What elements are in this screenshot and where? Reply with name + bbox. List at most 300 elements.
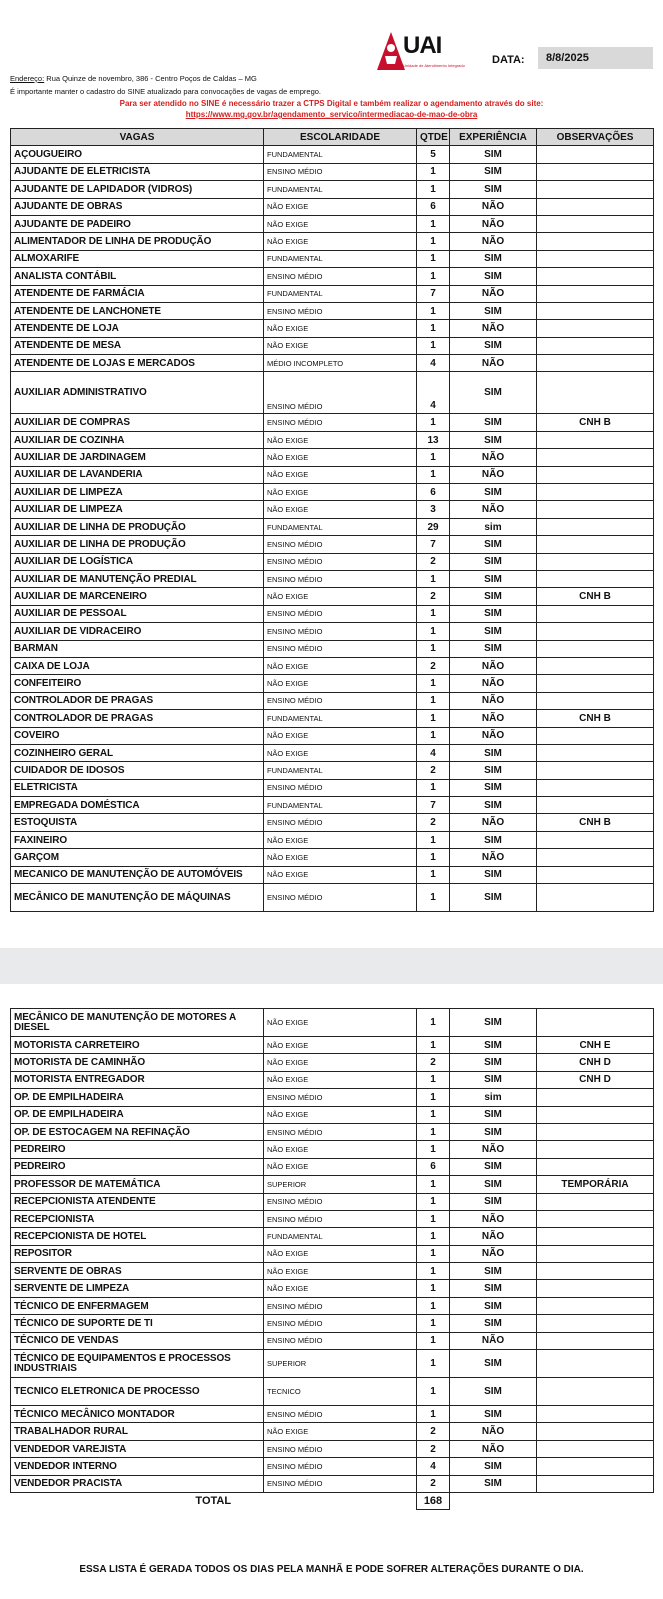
job-title-cell: MOTORISTA DE CAMINHÃO bbox=[11, 1054, 264, 1071]
quantity-cell: 2 bbox=[417, 814, 450, 831]
observations-cell bbox=[537, 605, 654, 622]
education-cell: NÃO EXIGE bbox=[264, 1280, 417, 1297]
observations-cell bbox=[537, 518, 654, 535]
education-cell: NÃO EXIGE bbox=[264, 657, 417, 674]
observations-cell bbox=[537, 1406, 654, 1423]
table-row bbox=[11, 302, 654, 319]
table-row bbox=[11, 1071, 654, 1088]
quantity-cell: 2 bbox=[417, 762, 450, 779]
education-cell: NÃO EXIGE bbox=[264, 675, 417, 692]
job-title-cell: RECEPCIONISTA DE HOTEL bbox=[11, 1228, 264, 1245]
date-value: 8/8/2025 bbox=[538, 47, 653, 69]
quantity-cell: 1 bbox=[417, 449, 450, 466]
experience-cell: NÃO bbox=[450, 727, 537, 744]
job-title-cell: MECÂNICO DE MANUTENÇÃO DE MÁQUINAS bbox=[11, 884, 264, 912]
experience-cell: SIM bbox=[450, 484, 537, 501]
table-row bbox=[11, 1280, 654, 1297]
job-title-cell: BARMAN bbox=[11, 640, 264, 657]
table-row bbox=[11, 657, 654, 674]
job-title-cell: TÉCNICO DE EQUIPAMENTOS E PROCESSOS INDUSTRIAIS bbox=[11, 1350, 264, 1378]
education-cell: NÃO EXIGE bbox=[264, 1106, 417, 1123]
quantity-cell: 1 bbox=[417, 1378, 450, 1406]
quantity-cell: 1 bbox=[417, 466, 450, 483]
table-row bbox=[11, 849, 654, 866]
observations-cell bbox=[537, 1297, 654, 1314]
appointment-link[interactable]: https://www.mg.gov.br/agendamento_servico/intermediacao-de-mao-de-obra bbox=[185, 110, 478, 119]
table-row bbox=[11, 536, 654, 553]
table-row bbox=[11, 692, 654, 709]
job-title-cell: ATENDENTE DE FARMÁCIA bbox=[11, 285, 264, 302]
quantity-cell: 2 bbox=[417, 553, 450, 570]
job-title-cell: PEDREIRO bbox=[11, 1158, 264, 1175]
table-row bbox=[11, 1123, 654, 1140]
table-row bbox=[11, 762, 654, 779]
observations-cell bbox=[537, 570, 654, 587]
observations-cell bbox=[537, 1440, 654, 1457]
job-title-cell: TÉCNICO DE SUPORTE DE TI bbox=[11, 1315, 264, 1332]
table-row bbox=[11, 484, 654, 501]
table-row bbox=[11, 1263, 654, 1280]
experience-cell: SIM bbox=[450, 163, 537, 180]
table-row bbox=[11, 623, 654, 640]
job-title-cell: OP. DE EMPILHADEIRA bbox=[11, 1106, 264, 1123]
observations-cell bbox=[537, 623, 654, 640]
education-cell: NÃO EXIGE bbox=[264, 466, 417, 483]
job-title-cell: VENDEDOR VAREJISTA bbox=[11, 1440, 264, 1457]
education-cell: FUNDAMENTAL bbox=[264, 146, 417, 163]
education-cell: NÃO EXIGE bbox=[264, 831, 417, 848]
education-cell: NÃO EXIGE bbox=[264, 1009, 417, 1037]
education-cell: NÃO EXIGE bbox=[264, 431, 417, 448]
job-title-cell: PEDREIRO bbox=[11, 1141, 264, 1158]
observations-cell bbox=[537, 1245, 654, 1262]
quantity-cell: 1 bbox=[417, 1297, 450, 1314]
job-title-cell: CONTROLADOR DE PRAGAS bbox=[11, 710, 264, 727]
job-title-cell: AUXILIAR DE MANUTENÇÃO PREDIAL bbox=[11, 570, 264, 587]
table-row bbox=[11, 1054, 654, 1071]
job-title-cell: ANALISTA CONTÁBIL bbox=[11, 268, 264, 285]
observations-cell bbox=[537, 431, 654, 448]
job-title-cell: ATENDENTE DE MESA bbox=[11, 337, 264, 354]
quantity-cell: 1 bbox=[417, 1280, 450, 1297]
job-title-cell: AJUDANTE DE LAPIDADOR (VIDROS) bbox=[11, 181, 264, 198]
education-cell: ENSINO MÉDIO bbox=[264, 1315, 417, 1332]
col-vagas: VAGAS bbox=[11, 129, 264, 146]
table-row bbox=[11, 466, 654, 483]
experience-cell: SIM bbox=[450, 884, 537, 912]
education-cell: ENSINO MÉDIO bbox=[264, 1440, 417, 1457]
experience-cell: SIM bbox=[450, 1123, 537, 1140]
job-title-cell: ALMOXARIFE bbox=[11, 250, 264, 267]
quantity-cell: 4 bbox=[417, 355, 450, 372]
education-cell: NÃO EXIGE bbox=[264, 233, 417, 250]
experience-cell: SIM bbox=[450, 1193, 537, 1210]
experience-cell: SIM bbox=[450, 866, 537, 883]
table-row bbox=[11, 163, 654, 180]
education-cell: NÃO EXIGE bbox=[264, 744, 417, 761]
job-title-cell: VENDEDOR INTERNO bbox=[11, 1458, 264, 1475]
observations-cell: CNH B bbox=[537, 414, 654, 431]
observations-cell bbox=[537, 449, 654, 466]
education-cell: NÃO EXIGE bbox=[264, 215, 417, 232]
table-row bbox=[11, 1332, 654, 1349]
table-row bbox=[11, 553, 654, 570]
observations-cell bbox=[537, 797, 654, 814]
experience-cell: SIM bbox=[450, 831, 537, 848]
document-page-2 bbox=[10, 1008, 653, 1593]
experience-cell: SIM bbox=[450, 779, 537, 796]
observations-cell bbox=[537, 1210, 654, 1227]
job-title-cell: CUIDADOR DE IDOSOS bbox=[11, 762, 264, 779]
education-cell: ENSINO MÉDIO bbox=[264, 553, 417, 570]
job-title-cell: GARÇOM bbox=[11, 849, 264, 866]
job-title-cell: TÉCNICO DE VENDAS bbox=[11, 1332, 264, 1349]
quantity-cell: 4 bbox=[417, 1458, 450, 1475]
education-cell: NÃO EXIGE bbox=[264, 198, 417, 215]
quantity-cell: 7 bbox=[417, 285, 450, 302]
observations-cell bbox=[537, 1350, 654, 1378]
experience-cell: NÃO bbox=[450, 1332, 537, 1349]
table-row bbox=[11, 1158, 654, 1175]
education-cell: ENSINO MÉDIO bbox=[264, 1475, 417, 1492]
quantity-cell: 1 bbox=[417, 1106, 450, 1123]
job-title-cell: AUXILIAR DE MARCENEIRO bbox=[11, 588, 264, 605]
job-title-cell: OP. DE ESTOCAGEM NA REFINAÇÃO bbox=[11, 1123, 264, 1140]
experience-cell: NÃO bbox=[450, 1228, 537, 1245]
experience-cell: SIM bbox=[450, 1475, 537, 1492]
observations-cell bbox=[537, 1423, 654, 1440]
job-title-cell: COZINHEIRO GERAL bbox=[11, 744, 264, 761]
observations-cell bbox=[537, 536, 654, 553]
education-cell: NÃO EXIGE bbox=[264, 1263, 417, 1280]
education-cell: SUPERIOR bbox=[264, 1176, 417, 1193]
quantity-cell: 1 bbox=[417, 779, 450, 796]
experience-cell: SIM bbox=[450, 640, 537, 657]
table-header-row bbox=[11, 129, 654, 146]
job-title-cell: AUXILIAR DE LAVANDERIA bbox=[11, 466, 264, 483]
experience-cell: SIM bbox=[450, 570, 537, 587]
observations-cell bbox=[537, 1009, 654, 1037]
quantity-cell: 1 bbox=[417, 181, 450, 198]
observations-cell bbox=[537, 1263, 654, 1280]
observations-cell bbox=[537, 320, 654, 337]
table-row bbox=[11, 285, 654, 302]
experience-cell: sim bbox=[450, 1089, 537, 1106]
experience-cell: SIM bbox=[450, 1406, 537, 1423]
observations-cell: CNH D bbox=[537, 1054, 654, 1071]
job-title-cell: TRABALHADOR RURAL bbox=[11, 1423, 264, 1440]
education-cell: ENSINO MÉDIO bbox=[264, 1193, 417, 1210]
quantity-cell: 1 bbox=[417, 268, 450, 285]
observations-cell: CNH B bbox=[537, 814, 654, 831]
quantity-cell: 2 bbox=[417, 1054, 450, 1071]
experience-cell: SIM bbox=[450, 588, 537, 605]
table-row bbox=[11, 588, 654, 605]
job-title-cell: ATENDENTE DE LOJAS E MERCADOS bbox=[11, 355, 264, 372]
education-cell: ENSINO MÉDIO bbox=[264, 1210, 417, 1227]
observations-cell: CNH D bbox=[537, 1071, 654, 1088]
job-title-cell: OP. DE EMPILHADEIRA bbox=[11, 1089, 264, 1106]
education-cell: ENSINO MÉDIO bbox=[264, 1406, 417, 1423]
experience-cell: SIM bbox=[450, 337, 537, 354]
quantity-cell: 4 bbox=[417, 372, 450, 414]
education-cell: ENSINO MÉDIO bbox=[264, 570, 417, 587]
quantity-cell: 4 bbox=[417, 744, 450, 761]
job-title-cell: AUXILIAR DE JARDINAGEM bbox=[11, 449, 264, 466]
experience-cell: NÃO bbox=[450, 449, 537, 466]
observations-cell bbox=[537, 355, 654, 372]
observations-cell bbox=[537, 1332, 654, 1349]
experience-cell: NÃO bbox=[450, 1210, 537, 1227]
document-page-1 bbox=[10, 30, 653, 940]
experience-cell: SIM bbox=[450, 1263, 537, 1280]
experience-cell: SIM bbox=[450, 1071, 537, 1088]
observations-cell bbox=[537, 1158, 654, 1175]
job-title-cell: AUXILIAR DE LINHA DE PRODUÇÃO bbox=[11, 518, 264, 535]
table-row bbox=[11, 414, 654, 431]
date-label: DATA: bbox=[492, 54, 525, 66]
table-row bbox=[11, 215, 654, 232]
col-escolaridade: ESCOLARIDADE bbox=[264, 129, 417, 146]
experience-cell: NÃO bbox=[450, 215, 537, 232]
job-title-cell: TÉCNICO DE ENFERMAGEM bbox=[11, 1297, 264, 1314]
experience-cell: SIM bbox=[450, 372, 537, 414]
observations-cell bbox=[537, 302, 654, 319]
table-row bbox=[11, 744, 654, 761]
quantity-cell: 1 bbox=[417, 884, 450, 912]
quantity-cell: 2 bbox=[417, 1423, 450, 1440]
footer-note: ESSA LISTA É GERADA TODOS OS DIAS PELA MANHÃ E PODE SOFRER ALTERAÇÕES DURANTE O DIA. bbox=[79, 1564, 584, 1575]
education-cell: SUPERIOR bbox=[264, 1350, 417, 1378]
total-empty bbox=[450, 1492, 537, 1509]
table-row bbox=[11, 1228, 654, 1245]
education-cell: FUNDAMENTAL bbox=[264, 181, 417, 198]
education-cell: NÃO EXIGE bbox=[264, 1054, 417, 1071]
education-cell: FUNDAMENTAL bbox=[264, 797, 417, 814]
table-row bbox=[11, 605, 654, 622]
experience-cell: SIM bbox=[450, 302, 537, 319]
observations-cell bbox=[537, 1089, 654, 1106]
job-title-cell: SERVENTE DE OBRAS bbox=[11, 1263, 264, 1280]
experience-cell: NÃO bbox=[450, 849, 537, 866]
education-cell: NÃO EXIGE bbox=[264, 849, 417, 866]
job-title-cell: SERVENTE DE LIMPEZA bbox=[11, 1280, 264, 1297]
job-title-cell: AUXILIAR DE LIMPEZA bbox=[11, 484, 264, 501]
experience-cell: SIM bbox=[450, 1458, 537, 1475]
job-title-cell: ALIMENTADOR DE LINHA DE PRODUÇÃO bbox=[11, 233, 264, 250]
observations-cell bbox=[537, 285, 654, 302]
observations-cell bbox=[537, 1475, 654, 1492]
logo-text: UAI bbox=[403, 32, 442, 59]
quantity-cell: 1 bbox=[417, 250, 450, 267]
quantity-cell: 1 bbox=[417, 710, 450, 727]
observations-cell bbox=[537, 831, 654, 848]
experience-cell: NÃO bbox=[450, 1245, 537, 1262]
observations-cell bbox=[537, 849, 654, 866]
table-body-page-2 bbox=[11, 1009, 654, 1493]
table-row bbox=[11, 518, 654, 535]
observations-cell: CNH B bbox=[537, 588, 654, 605]
quantity-cell: 1 bbox=[417, 623, 450, 640]
quantity-cell: 1 bbox=[417, 1037, 450, 1054]
quantity-cell: 1 bbox=[417, 1009, 450, 1037]
observations-cell bbox=[537, 779, 654, 796]
table-row bbox=[11, 710, 654, 727]
job-title-cell: CONFEITEIRO bbox=[11, 675, 264, 692]
table-row bbox=[11, 640, 654, 657]
table-row bbox=[11, 884, 654, 912]
observations-cell bbox=[537, 866, 654, 883]
table-row bbox=[11, 1406, 654, 1423]
table-body-page-1 bbox=[11, 146, 654, 912]
experience-cell: NÃO bbox=[450, 501, 537, 518]
quantity-cell: 1 bbox=[417, 320, 450, 337]
education-cell: ENSINO MÉDIO bbox=[264, 302, 417, 319]
jobs-table-page-1 bbox=[10, 128, 654, 912]
table-row bbox=[11, 1378, 654, 1406]
education-cell: NÃO EXIGE bbox=[264, 484, 417, 501]
quantity-cell: 6 bbox=[417, 1158, 450, 1175]
education-cell: ENSINO MÉDIO bbox=[264, 1332, 417, 1349]
job-title-cell: RECEPCIONISTA ATENDENTE bbox=[11, 1193, 264, 1210]
quantity-cell: 29 bbox=[417, 518, 450, 535]
quantity-cell: 1 bbox=[417, 1315, 450, 1332]
observations-cell bbox=[537, 1228, 654, 1245]
quantity-cell: 1 bbox=[417, 1176, 450, 1193]
education-cell: NÃO EXIGE bbox=[264, 727, 417, 744]
quantity-cell: 1 bbox=[417, 675, 450, 692]
quantity-cell: 1 bbox=[417, 414, 450, 431]
quantity-cell: 2 bbox=[417, 1440, 450, 1457]
quantity-cell: 1 bbox=[417, 1228, 450, 1245]
education-cell: TECNICO bbox=[264, 1378, 417, 1406]
education-cell: ENSINO MÉDIO bbox=[264, 1297, 417, 1314]
experience-cell: sim bbox=[450, 518, 537, 535]
quantity-cell: 1 bbox=[417, 337, 450, 354]
col-qtde: QTDE bbox=[417, 129, 450, 146]
observations-cell bbox=[537, 675, 654, 692]
table-row bbox=[11, 570, 654, 587]
education-cell: NÃO EXIGE bbox=[264, 337, 417, 354]
col-observacoes: OBSERVAÇÕES bbox=[537, 129, 654, 146]
job-title-cell: ATENDENTE DE LOJA bbox=[11, 320, 264, 337]
table-row bbox=[11, 797, 654, 814]
observations-cell bbox=[537, 744, 654, 761]
quantity-cell: 1 bbox=[417, 1071, 450, 1088]
table-row bbox=[11, 1089, 654, 1106]
total-label: TOTAL bbox=[195, 1495, 232, 1508]
quantity-cell: 1 bbox=[417, 849, 450, 866]
job-title-cell: AUXILIAR DE PESSOAL bbox=[11, 605, 264, 622]
experience-cell: SIM bbox=[450, 1106, 537, 1123]
appointment-note: Para ser atendido no SINE é necessário trazer a CTPS Digital e também realizar o agendamento através do site: bbox=[119, 99, 544, 108]
education-cell: NÃO EXIGE bbox=[264, 1158, 417, 1175]
table-row bbox=[11, 1440, 654, 1457]
quantity-cell: 1 bbox=[417, 605, 450, 622]
job-title-cell: AUXILIAR DE LINHA DE PRODUÇÃO bbox=[11, 536, 264, 553]
experience-cell: SIM bbox=[450, 181, 537, 198]
quantity-cell: 1 bbox=[417, 163, 450, 180]
quantity-cell: 1 bbox=[417, 1245, 450, 1262]
education-cell: ENSINO MÉDIO bbox=[264, 623, 417, 640]
job-title-cell: FAXINEIRO bbox=[11, 831, 264, 848]
experience-cell: SIM bbox=[450, 1009, 537, 1037]
experience-cell: SIM bbox=[450, 1378, 537, 1406]
experience-cell: NÃO bbox=[450, 692, 537, 709]
experience-cell: SIM bbox=[450, 744, 537, 761]
quantity-cell: 1 bbox=[417, 1263, 450, 1280]
education-cell: NÃO EXIGE bbox=[264, 320, 417, 337]
education-cell: ENSINO MÉDIO bbox=[264, 1089, 417, 1106]
education-cell: NÃO EXIGE bbox=[264, 1071, 417, 1088]
education-cell: ENSINO MÉDIO bbox=[264, 163, 417, 180]
table-row bbox=[11, 198, 654, 215]
table-row bbox=[11, 1350, 654, 1378]
table-row bbox=[11, 1297, 654, 1314]
job-title-cell: CONTROLADOR DE PRAGAS bbox=[11, 692, 264, 709]
job-title-cell: TECNICO ELETRONICA DE PROCESSO bbox=[11, 1378, 264, 1406]
education-cell: FUNDAMENTAL bbox=[264, 285, 417, 302]
quantity-cell: 1 bbox=[417, 692, 450, 709]
job-title-cell: CAIXA DE LOJA bbox=[11, 657, 264, 674]
table-row bbox=[11, 1141, 654, 1158]
experience-cell: SIM bbox=[450, 553, 537, 570]
observations-cell bbox=[537, 1458, 654, 1475]
education-cell: ENSINO MÉDIO bbox=[264, 268, 417, 285]
experience-cell: SIM bbox=[450, 797, 537, 814]
experience-cell: NÃO bbox=[450, 1423, 537, 1440]
experience-cell: NÃO bbox=[450, 1440, 537, 1457]
experience-cell: NÃO bbox=[450, 198, 537, 215]
address-value: Rua Quinze de novembro, 386 - Centro Poços de Caldas – MG bbox=[44, 74, 257, 83]
experience-cell: SIM bbox=[450, 623, 537, 640]
total-value: 168 bbox=[417, 1492, 450, 1509]
experience-cell: SIM bbox=[450, 431, 537, 448]
experience-cell: SIM bbox=[450, 605, 537, 622]
quantity-cell: 5 bbox=[417, 146, 450, 163]
table-row bbox=[11, 146, 654, 163]
education-cell: ENSINO MÉDIO bbox=[264, 1458, 417, 1475]
table-row bbox=[11, 1193, 654, 1210]
job-title-cell: AUXILIAR DE COMPRAS bbox=[11, 414, 264, 431]
education-cell: FUNDAMENTAL bbox=[264, 1228, 417, 1245]
job-title-cell: REPOSITOR bbox=[11, 1245, 264, 1262]
table-row bbox=[11, 372, 654, 414]
observations-cell: TEMPORÁRIA bbox=[537, 1176, 654, 1193]
address-label: Endereço: bbox=[10, 74, 45, 83]
observations-cell bbox=[537, 163, 654, 180]
experience-cell: NÃO bbox=[450, 657, 537, 674]
logo-subtitle: Unidade de Atendimento Integrado bbox=[403, 63, 465, 68]
job-title-cell: AUXILIAR DE VIDRACEIRO bbox=[11, 623, 264, 640]
observations-cell bbox=[537, 640, 654, 657]
jobs-table-page-2 bbox=[10, 1008, 654, 1510]
job-title-cell: AÇOUGUEIRO bbox=[11, 146, 264, 163]
job-title-cell: MECANICO DE MANUTENÇÃO DE AUTOMÓVEIS bbox=[11, 866, 264, 883]
education-cell: NÃO EXIGE bbox=[264, 866, 417, 883]
table-row bbox=[11, 1315, 654, 1332]
experience-cell: SIM bbox=[450, 1176, 537, 1193]
table-row bbox=[11, 233, 654, 250]
education-cell: ENSINO MÉDIO bbox=[264, 605, 417, 622]
education-cell: MÉDIO INCOMPLETO bbox=[264, 355, 417, 372]
observations-cell bbox=[537, 1106, 654, 1123]
table-row bbox=[11, 1210, 654, 1227]
table-row bbox=[11, 181, 654, 198]
job-title-cell: COVEIRO bbox=[11, 727, 264, 744]
experience-cell: SIM bbox=[450, 1297, 537, 1314]
education-cell: ENSINO MÉDIO bbox=[264, 414, 417, 431]
